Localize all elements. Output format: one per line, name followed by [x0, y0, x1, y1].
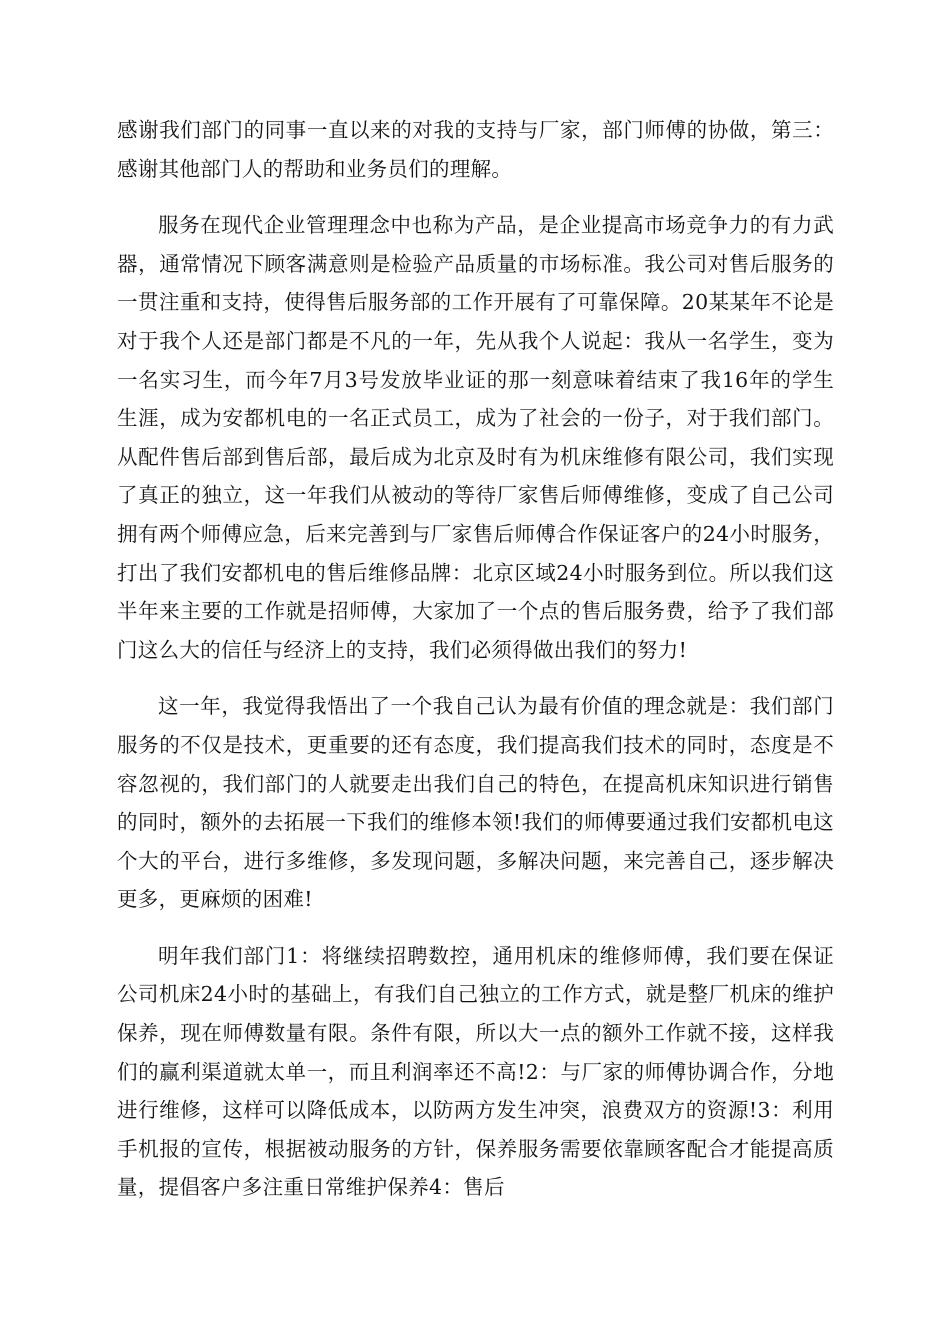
paragraph-4: 明年我们部门1：将继续招聘数控，通用机床的维修师傅，我们要在保证公司机床24小时的基础上，有我们自己独立的工作方式，就是整厂机床的维护保养，现在师傅数量有限。条件有限，所以大一点的额外工作就不接，这样我们的赢利渠道就太单一，而且利润率还不高!2：与厂家的师傅协调合作，分地进行维修，这样可以降低成本，以防两方发生冲突，浪费双方的资源!3：利用手机报的宣传，根据被动服务的方针，保养服务需要依靠顾客配合才能提高质量，提倡客户多注重日常维护保养4：售后	[117, 943, 834, 1200]
paragraph-1: 感谢我们部门的同事一直以来的对我的支持与厂家，部门师傅的协做，第三：感谢其他部门人的帮助和业务员们的理解。	[117, 118, 834, 181]
paragraph-3: 这一年，我觉得我悟出了一个我自己认为最有价值的理念就是：我们部门服务的不仅是技术，更重要的还有态度，我们提高我们技术的同时，态度是不容忽视的，我们部门的人就要走出我们自己的特色，在提高机床知识进行销售的同时，额外的去拓展一下我们的维修本领!我们的师傅要通过我们安都机电这个大的平台，进行多维修，多发现问题，多解决问题，来完善自己，逐步解决更多，更麻烦的困难!	[117, 694, 834, 912]
paragraph-2: 服务在现代企业管理理念中也称为产品，是企业提高市场竞争力的有力武器，通常情况下顾客满意则是检验产品质量的市场标准。我公司对售后服务的一贯注重和支持，使得售后服务部的工作开展有了可靠保障。20某某年不论是对于我个人还是部门都是不凡的一年，先从我个人说起：我从一名学生，变为一名实习生，而今年7月3号发放毕业证的那一刻意味着结束了我16年的学生生涯，成为安都机电的一名正式员工，成为了社会的一份子，对于我们部门。从配件售后部到售后部，最后成为北京及时有为机床维修有限公司，我们实现了真正的独立，这一年我们从被动的等待厂家售后师傅维修，变成了自己公司拥有两个师傅应急，后来完善到与厂家售后师傅合作保证客户的24小时服务，打出了我们安都机电的售后维修品牌：北京区域24小时服务到位。所以我们这半年来主要的工作就是招师傅，大家加了一个点的售后服务费，给予了我们部门这么大的信任与经济上的支持，我们必须得做出我们的努力!	[117, 213, 834, 662]
document-body	[117, 111, 834, 1207]
